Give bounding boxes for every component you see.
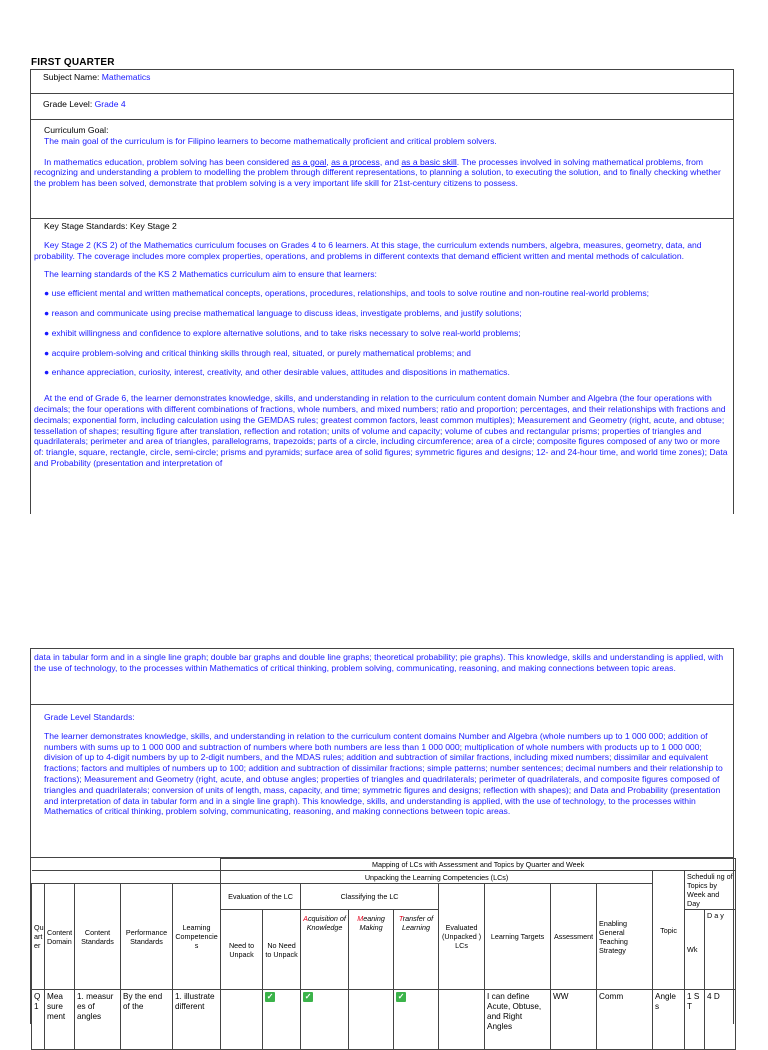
cell-learning-competencies: 1. illustrate different (173, 990, 221, 1050)
as-a-basic-skill-link[interactable]: as a basic skill (401, 156, 457, 167)
col-learning-targets: Learning Targets (485, 884, 551, 990)
key-stage-continuation: data in tabular form and in a single line graph; double bar graphs and double line graphs; theoretical probability; pie graphs). This knowledge, skills and understanding is applied, with the use of technology, to the processes within Mathematics of critical thinking, problem solving, communicating, reasoning, and making connections between topic areas. (31, 649, 733, 705)
cell-content-domain: Mea sure ment (45, 990, 75, 1050)
key-stage-label: Key Stage Standards: Key Stage 2 (44, 221, 177, 231)
cell-week: 1 S T (685, 990, 705, 1050)
as-a-goal-link[interactable]: as a goal (291, 156, 327, 167)
col-evaluated-lcs: Evaluated (Unpacked ) LCs (439, 884, 485, 990)
subject-label: Subject Name: (43, 72, 100, 82)
col-content-standards: Content Standards (75, 884, 121, 990)
key-stage-bullet: ● acquire problem-solving and critical thinking skills through real, situated, or purely mathematical problems; and (44, 347, 471, 358)
grade-level-standards-section (31, 705, 733, 858)
checkbox-checked-icon[interactable]: ✓ (397, 992, 405, 1001)
col-content-domain: Content Domain (45, 884, 75, 990)
cell-content-standards: 1. measur es of angles (75, 990, 121, 1050)
cell-evaluated-lcs (439, 990, 485, 1050)
grade-level-standards-label: Grade Level Standards: (44, 712, 135, 722)
cell-day: 4 D (705, 990, 736, 1050)
curriculum-goal-paragraph: In mathematics education, problem solving has been considered as a goal, as a process, and as a basic skill. The processes involved in solving mathematical problems, from recognizing and understanding a problem to modelling the problem through different representations, to planning a solution, to executing the solution, and to finally checking whether the problem has been solved, demonstrate that problem solving is a very important life skill for 21st-century citizens to possess. (34, 156, 721, 189)
col-need-to-unpack: Need to Unpack (221, 910, 263, 990)
curriculum-goal-label: Curriculum Goal: (44, 125, 109, 135)
col-meaning-making: Meaning Making (349, 910, 394, 990)
col-transfer: Transfer of Learning (394, 910, 439, 990)
key-stage-bullet: ● reason and communicate using precise mathematical language to discuss ideas, investigate problems, and justify solutions; (44, 307, 522, 318)
grade-label: Grade Level: (43, 99, 93, 109)
cell-performance-standards: By the end of the (121, 990, 173, 1050)
mapping-header: Mapping of LCs with Assessment and Topics by Quarter and Week (221, 859, 736, 871)
page-title: FIRST QUARTER (31, 57, 115, 68)
curriculum-goal-section (31, 120, 733, 219)
cell-transfer[interactable] (394, 990, 439, 1050)
key-stage-end-of-grade-6: At the end of Grade 6, the learner demonstrates knowledge, skills, and understanding in relation to the curriculum content domain Number and Algebra (the four operations with decimals; the four operations with different combinations of fractions, whole numbers, and mixed numbers; ratio and proportion; percentages, and their relationships with fractions and decimals; exponential form, including calculation using the GEMDAS rules; greatest common factors, least common multiples); Measurement and Geometry (right, acute, and obtuse; tessellation of shapes; resulting figure after translation, reflection and rotation; units of volume and capacity; volume of cubes and rectangular prisms; properties of triangles and quadrilaterals; perimeter and area of triangles, parallelograms, trapezoids; parts of a circle, including circumference; area of a circle; composite figures composed of any two or more of: triangle, square, rectangle, circle, semi-circle; prisms and pyramids; surface area of solid figures; symmetric figures and designs; 12- and 24-hour time, and world time zones); Data and Probability (presentation and interpretation of (34, 393, 728, 468)
as-a-process-link[interactable]: as a process (331, 156, 380, 167)
lc-mapping-table (31, 858, 736, 1050)
grade-value: Grade 4 (94, 99, 126, 109)
cell-learning-targets: I can define Acute, Obtuse, and Right Angles (485, 990, 551, 1050)
col-scheduling: Scheduli ng of Topics by Week and Day (685, 871, 736, 910)
key-stage-bullet: ● exhibit willingness and confidence to explore alternative solutions, and to take risks necessary to solve real-world problems; (44, 327, 521, 338)
cell-topic: Angle s (653, 990, 685, 1050)
col-week: Wk (685, 910, 705, 990)
subject-value: Mathematics (101, 72, 151, 82)
col-day: D a y (705, 910, 736, 990)
key-stage-section (31, 219, 733, 471)
cell-acquisition[interactable] (301, 990, 349, 1050)
grade-row (31, 94, 733, 120)
col-learning-competencies: Learning Competencie s (173, 884, 221, 990)
evaluation-header: Evaluation of the LC (221, 884, 301, 910)
subject-row (31, 70, 733, 94)
unpacking-header: Unpacking the Learning Competencies (LCs) (221, 871, 653, 884)
curriculum-goal-main: The main goal of the curriculum is for Filipino learners to become mathematically proficient and critical problem solvers. (44, 135, 497, 146)
col-enabling-strategy: Enabling General Teaching Strategy (597, 884, 653, 990)
col-assessment: Assessment (551, 884, 597, 990)
cell-need-to-unpack (221, 990, 263, 1050)
col-topic: Topic (653, 871, 685, 990)
cell-no-need-to-unpack[interactable] (263, 990, 301, 1050)
checkbox-checked-icon[interactable]: ✓ (266, 992, 274, 1001)
checkbox-checked-icon[interactable]: ✓ (304, 992, 312, 1001)
cell-assessment: WW (551, 990, 597, 1050)
col-performance-standards: Performance Standards (121, 884, 173, 990)
curriculum-sheet-page-2 (30, 648, 734, 1031)
key-stage-bullet: ● use efficient mental and written mathematical concepts, operations, procedures, relationships, and tools to solve routine and non-routine real-world problems; (44, 288, 650, 299)
col-quarter: Qu art er (32, 884, 45, 990)
classifying-header: Classifying the LC (301, 884, 439, 910)
cell-enabling-strategy: Comm (597, 990, 653, 1050)
cell-meaning-making (349, 990, 394, 1050)
col-no-need-to-unpack: No Need to Unpack (263, 910, 301, 990)
table-row (32, 990, 736, 1050)
cell-quarter: Q 1 (32, 990, 45, 1050)
key-stage-lead: The learning standards of the KS 2 Mathematics curriculum aim to ensure that learners: (44, 269, 377, 280)
key-stage-bullet: ● enhance appreciation, curiosity, interest, creativity, and other desirable values, attitudes and dispositions in mathematics. (44, 367, 510, 378)
grade-level-standards-text: The learner demonstrates knowledge, skills, and understanding in relation to the curriculum content domains Number and Algebra (whole numbers up to 1 000 000; addition of numbers with sums up to 1 000 000 and subtraction of numbers where both numbers are less than 1 000 000; multiplication of whole numbers with products up to 1 000 000; division of up to 4-digit numbers by up to 2-digit numbers, and the MDAS rules; addition and subtraction of similar fractions, including mixed numbers; dissimilar and equivalent fractions; factors and multiples of numbers up to 100; addition and subtraction of dissimilar fractions; simple patterns; number sentences; decimal numbers and their relationship to fractions); Measurement and Geometry (right, acute, and obtuse angles; properties of triangles and quadrilaterals; perimeter of quadrilaterals, and composite figures composed of triangles and quadrilaterals; conversion of units of length, mass, capacity, and time; symmetric figures and designs; reflection with shapes); and Data and Probability (presentation and interpretation of data in tabular form and in a single line graph). This knowledge, skills, and understanding is applied, with the use of technology, to the processes within Mathematics of critical thinking, problem solving, communicating, reasoning, and making connections between topic areas. (44, 730, 723, 817)
key-stage-intro: Key Stage 2 (KS 2) of the Mathematics curriculum focuses on Grades 4 to 6 learners. At this stage, the curriculum extends numbers, algebra, measures, geometry, data, and probability. The coverage includes more complex properties, operations, and problems in different contexts that demand efficient written and mental methods of calculation. (34, 239, 702, 261)
curriculum-sheet-page-1 (30, 69, 734, 514)
col-acquisition: Acquisition of Knowledge (301, 910, 349, 990)
